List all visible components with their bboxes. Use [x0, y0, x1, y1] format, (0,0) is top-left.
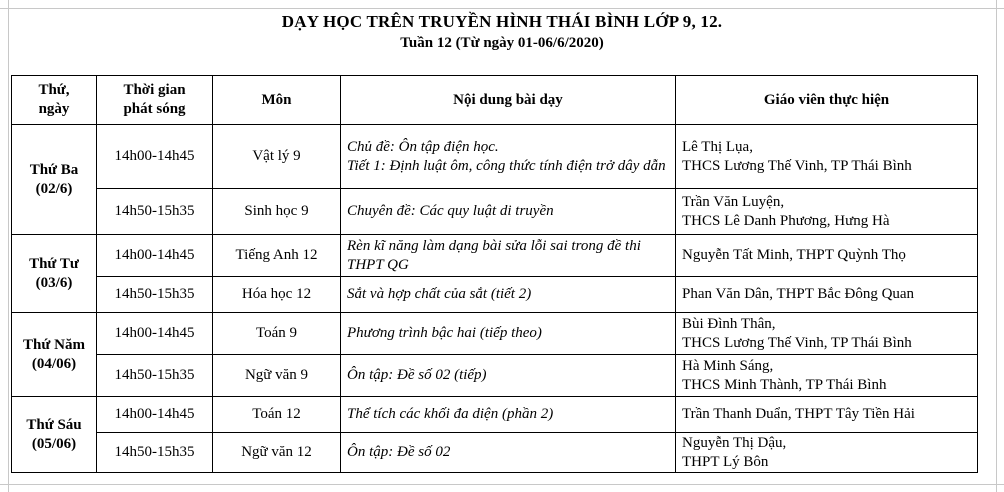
- teacher-line: THCS Lê Danh Phương, Hưng Hà: [682, 212, 890, 229]
- day-date: (03/6): [35, 274, 73, 291]
- subject-cell: Ngữ văn 9: [213, 355, 341, 397]
- teacher-line: THCS Lương Thế Vinh, TP Thái Bình: [682, 157, 912, 174]
- subject-cell: Ngữ văn 12: [213, 433, 341, 473]
- teacher-line: Nguyễn Tất Minh, THPT Quỳnh Thọ: [682, 247, 906, 263]
- teacher-cell: [676, 313, 978, 355]
- teacher-line: Trần Văn Luyện,: [682, 193, 785, 210]
- content-cell: [341, 277, 676, 313]
- content-cell: [341, 433, 676, 473]
- table-row: [12, 313, 978, 355]
- content-line: Chuyên đề: Các quy luật di truyền: [347, 203, 554, 219]
- time-cell: 14h50-15h35: [97, 355, 213, 397]
- margin-guide-right: [996, 0, 997, 492]
- page-title: DẠY HỌC TRÊN TRUYỀN HÌNH THÁI BÌNH LỚP 9, 12.: [281, 12, 723, 31]
- header-day: [12, 76, 97, 125]
- content-line: Chủ đề: Ôn tập điện học.: [347, 138, 499, 155]
- teacher-line: THCS Minh Thành, TP Thái Bình: [682, 376, 887, 393]
- header-time-line-2: phát sóng: [123, 101, 186, 117]
- teacher-cell: [676, 277, 978, 313]
- day-cell: [12, 235, 97, 313]
- schedule-table: [11, 75, 978, 473]
- teacher-line: Bùi Đình Thân,: [682, 315, 776, 332]
- content-line: Thể tích các khối đa diện (phần 2): [347, 406, 554, 422]
- content-line: Rèn kĩ năng làm dạng bài sửa lỗi sai trong đề thi THPT QG: [347, 237, 641, 273]
- time-cell: 14h50-15h35: [97, 189, 213, 235]
- content-line: Phương trình bậc hai (tiếp theo): [347, 325, 542, 341]
- teacher-cell: [676, 125, 978, 189]
- day-name: Thứ Sáu: [26, 416, 82, 433]
- margin-guide-bottom: [0, 484, 1004, 485]
- subject-cell: Toán 9: [213, 313, 341, 355]
- day-date: (02/6): [35, 180, 73, 197]
- table-row: [12, 189, 978, 235]
- header-teacher: Giáo viên thực hiện: [676, 76, 978, 125]
- teacher-cell: [676, 355, 978, 397]
- time-cell: 14h00-14h45: [97, 125, 213, 189]
- table-row: [12, 355, 978, 397]
- teacher-line: Nguyễn Thị Dậu,: [682, 434, 787, 451]
- content-cell: [341, 313, 676, 355]
- time-cell: 14h00-14h45: [97, 235, 213, 277]
- content-cell: [341, 125, 676, 189]
- header-day-line-1: Thứ,: [38, 82, 70, 98]
- teacher-line: Hà Minh Sáng,: [682, 357, 774, 374]
- day-name: Thứ Tư: [29, 255, 79, 272]
- teacher-line: Lê Thị Lụa,: [682, 138, 753, 155]
- margin-guide-left: [8, 0, 9, 492]
- subject-cell: Hóa học 12: [213, 277, 341, 313]
- teacher-line: Phan Văn Dân, THPT Bắc Đông Quan: [682, 286, 915, 302]
- time-cell: 14h00-14h45: [97, 397, 213, 433]
- table-row: [12, 397, 978, 433]
- subject-cell: Tiếng Anh 12: [213, 235, 341, 277]
- day-cell: [12, 125, 97, 235]
- time-cell: 14h00-14h45: [97, 313, 213, 355]
- header-time-line-1: Thời gian: [123, 82, 186, 98]
- subject-cell: Sinh học 9: [213, 189, 341, 235]
- teacher-cell: [676, 397, 978, 433]
- margin-guide-top: [0, 8, 1004, 9]
- subject-cell: Toán 12: [213, 397, 341, 433]
- teacher-cell: [676, 235, 978, 277]
- header-day-line-2: ngày: [38, 101, 70, 117]
- teacher-line: THCS Lương Thế Vinh, TP Thái Bình: [682, 334, 912, 351]
- content-cell: [341, 235, 676, 277]
- content-line: Tiết 1: Định luật ôm, công thức tính điện trở dây dẫn: [347, 157, 666, 174]
- time-cell: 14h50-15h35: [97, 277, 213, 313]
- table-row: [12, 235, 978, 277]
- content-cell: [341, 355, 676, 397]
- day-date: (04/06): [31, 355, 77, 372]
- content-line: Ôn tập: Đề số 02 (tiếp): [347, 367, 487, 383]
- content-cell: [341, 189, 676, 235]
- day-cell: [12, 397, 97, 473]
- content-cell: [341, 397, 676, 433]
- header-time: [97, 76, 213, 125]
- time-cell: 14h50-15h35: [97, 433, 213, 473]
- table-header-row: [12, 76, 978, 125]
- teacher-line: THPT Lý Bôn: [682, 453, 769, 470]
- table-row: [12, 433, 978, 473]
- teacher-line: Trần Thanh Duẩn, THPT Tây Tiền Hải: [682, 406, 915, 422]
- teacher-cell: [676, 433, 978, 473]
- day-date: (05/06): [31, 435, 77, 452]
- header-content: Nội dung bài dạy: [341, 76, 676, 125]
- table-row: [12, 125, 978, 189]
- day-name: Thứ Năm: [23, 336, 85, 353]
- header-subject: Môn: [213, 76, 341, 125]
- content-line: Ôn tập: Đề số 02: [347, 444, 451, 460]
- day-cell: [12, 313, 97, 397]
- content-line: Sắt và hợp chất của sắt (tiết 2): [347, 286, 532, 302]
- table-row: [12, 277, 978, 313]
- subject-cell: Vật lý 9: [213, 125, 341, 189]
- teacher-cell: [676, 189, 978, 235]
- day-name: Thứ Ba: [29, 161, 79, 178]
- page-subtitle: Tuần 12 (Từ ngày 01-06/6/2020): [400, 35, 604, 51]
